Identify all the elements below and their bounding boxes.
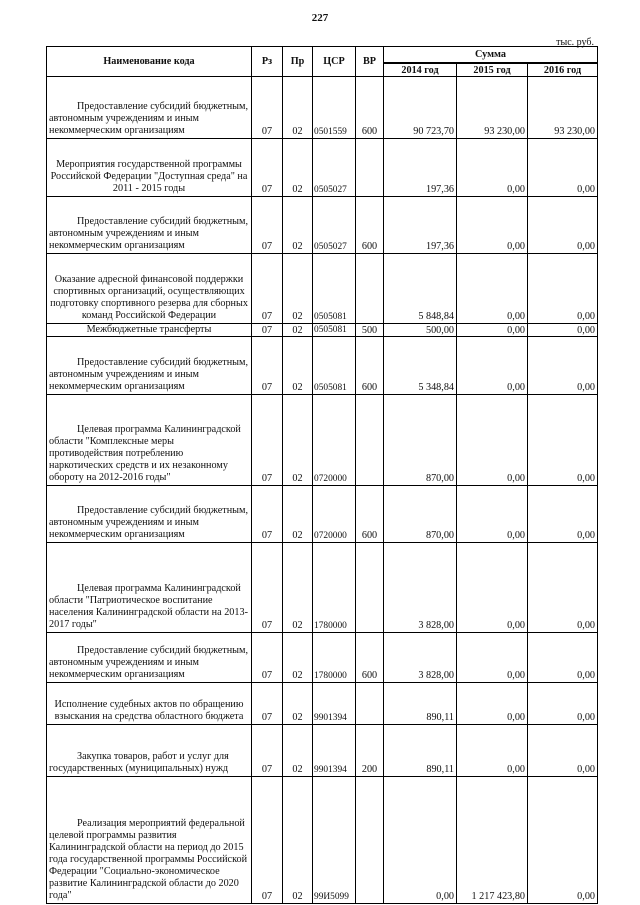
cell-name: Исполнение судебных актов по обращению взыскания на средства областного бюджета (47, 683, 252, 725)
cell-2015: 0,00 (457, 395, 528, 486)
table-row (47, 683, 598, 725)
cell-2014: 870,00 (384, 395, 457, 486)
table-row (47, 486, 598, 543)
cell-2016: 0,00 (528, 543, 598, 633)
cell-vr (356, 777, 384, 904)
cell-vr (356, 254, 384, 324)
cell-2014: 197,36 (384, 139, 457, 197)
cell-csr: 9901394 (313, 683, 356, 725)
cell-rz: 07 (252, 777, 283, 904)
table-row (47, 543, 598, 633)
cell-pr: 02 (283, 725, 313, 777)
cell-rz: 07 (252, 543, 283, 633)
cell-name: Предоставление субсидий бюджетным, автономным учреждениям и иным некоммерческим организациям (47, 77, 252, 139)
cell-2014: 500,00 (384, 324, 457, 337)
cell-rz: 07 (252, 139, 283, 197)
cell-rz: 07 (252, 725, 283, 777)
cell-2014: 5 348,84 (384, 337, 457, 395)
cell-2014: 890,11 (384, 683, 457, 725)
header-rz: Рз (252, 47, 283, 77)
cell-2016: 0,00 (528, 633, 598, 683)
cell-name: Предоставление субсидий бюджетным, автономным учреждениям и иным некоммерческим организациям (47, 197, 252, 254)
cell-2016: 0,00 (528, 197, 598, 254)
header-2015: 2015 год (457, 63, 528, 77)
cell-name: Оказание адресной финансовой поддержки спортивных организаций, осуществляющих подготовку спортивного резерва для сборных команд Российской Федерации (47, 254, 252, 324)
cell-2015: 0,00 (457, 324, 528, 337)
cell-name: Реализация мероприятий федеральной целевой программы развития Калининградской области на период до 2015 года государственной программы Российской Федерации "Социально-экономическое развитие Калининградской области до 2020 года" (47, 777, 252, 904)
cell-vr: 600 (356, 633, 384, 683)
cell-2014: 890,11 (384, 725, 457, 777)
cell-2014: 0,00 (384, 777, 457, 904)
cell-2016: 93 230,00 (528, 77, 598, 139)
cell-vr: 200 (356, 725, 384, 777)
cell-csr: 0505027 (313, 139, 356, 197)
cell-name: Мероприятия государственной программы Российской Федерации "Доступная среда" на 2011 - 2015 годы (47, 139, 252, 197)
cell-2015: 0,00 (457, 254, 528, 324)
cell-csr: 0505081 (313, 254, 356, 324)
cell-csr: 0505081 (313, 337, 356, 395)
cell-name: Закупка товаров, работ и услуг для государственных (муниципальных) нужд (47, 725, 252, 777)
cell-pr: 02 (283, 683, 313, 725)
table-row (47, 777, 598, 904)
cell-vr (356, 139, 384, 197)
cell-2016: 0,00 (528, 254, 598, 324)
cell-pr: 02 (283, 139, 313, 197)
table-row (47, 633, 598, 683)
cell-2016: 0,00 (528, 725, 598, 777)
cell-2015: 0,00 (457, 337, 528, 395)
cell-2015: 0,00 (457, 543, 528, 633)
cell-rz: 07 (252, 254, 283, 324)
table-row (47, 324, 598, 337)
cell-csr: 0505081 (313, 324, 356, 337)
cell-csr: 0505027 (313, 197, 356, 254)
cell-name: Целевая программа Калининградской области "Комплексные меры противодействия потреблению наркотических средств и их незаконному обороту на 2012-2016 годы" (47, 395, 252, 486)
cell-2016: 0,00 (528, 683, 598, 725)
header-csr: ЦСР (313, 47, 356, 77)
cell-2016: 0,00 (528, 486, 598, 543)
cell-2015: 1 217 423,80 (457, 777, 528, 904)
cell-2015: 0,00 (457, 633, 528, 683)
page-number: 227 (311, 12, 329, 24)
cell-2016: 0,00 (528, 337, 598, 395)
table-row (47, 254, 598, 324)
cell-pr: 02 (283, 395, 313, 486)
header-pr: Пр (283, 47, 313, 77)
cell-2015: 0,00 (457, 139, 528, 197)
cell-2014: 3 828,00 (384, 633, 457, 683)
cell-2015: 0,00 (457, 725, 528, 777)
cell-name: Предоставление субсидий бюджетным, автономным учреждениям и иным некоммерческим организациям (47, 337, 252, 395)
header-sum: Сумма (384, 47, 598, 64)
cell-pr: 02 (283, 197, 313, 254)
table-row (47, 197, 598, 254)
cell-pr: 02 (283, 77, 313, 139)
cell-csr: 9901394 (313, 725, 356, 777)
table-row (47, 139, 598, 197)
cell-rz: 07 (252, 395, 283, 486)
cell-2014: 197,36 (384, 197, 457, 254)
table-row (47, 725, 598, 777)
header-name: Наименование кода (47, 47, 252, 77)
cell-vr (356, 683, 384, 725)
cell-name: Целевая программа Калининградской области "Патриотическое воспитание населения Калининградской области на 2013-2017 годы" (47, 543, 252, 633)
cell-rz: 07 (252, 633, 283, 683)
cell-rz: 07 (252, 486, 283, 543)
cell-pr: 02 (283, 324, 313, 337)
cell-2015: 0,00 (457, 486, 528, 543)
cell-name: Межбюджетные трансферты (47, 324, 252, 337)
header-vr: ВР (356, 47, 384, 77)
cell-pr: 02 (283, 337, 313, 395)
header-2014: 2014 год (384, 63, 457, 77)
cell-rz: 07 (252, 324, 283, 337)
cell-name: Предоставление субсидий бюджетным, автономным учреждениям и иным некоммерческим организациям (47, 486, 252, 543)
cell-pr: 02 (283, 486, 313, 543)
cell-vr: 500 (356, 324, 384, 337)
cell-2016: 0,00 (528, 395, 598, 486)
cell-pr: 02 (283, 254, 313, 324)
cell-pr: 02 (283, 543, 313, 633)
cell-2016: 0,00 (528, 139, 598, 197)
cell-vr (356, 395, 384, 486)
cell-vr: 600 (356, 486, 384, 543)
cell-2014: 90 723,70 (384, 77, 457, 139)
cell-csr: 99И5099 (313, 777, 356, 904)
cell-vr: 600 (356, 337, 384, 395)
cell-rz: 07 (252, 683, 283, 725)
cell-2014: 3 828,00 (384, 543, 457, 633)
cell-csr: 1780000 (313, 633, 356, 683)
cell-rz: 07 (252, 197, 283, 254)
cell-2014: 5 848,84 (384, 254, 457, 324)
cell-csr: 0501559 (313, 77, 356, 139)
cell-vr (356, 543, 384, 633)
cell-csr: 0720000 (313, 395, 356, 486)
cell-name: Предоставление субсидий бюджетным, автономным учреждениям и иным некоммерческим организациям (47, 633, 252, 683)
cell-2015: 0,00 (457, 197, 528, 254)
table-row (47, 337, 598, 395)
table-row (47, 395, 598, 486)
cell-rz: 07 (252, 337, 283, 395)
cell-2014: 870,00 (384, 486, 457, 543)
header-2016: 2016 год (528, 63, 598, 77)
cell-vr: 600 (356, 77, 384, 139)
cell-vr: 600 (356, 197, 384, 254)
budget-table (46, 46, 598, 904)
cell-2015: 0,00 (457, 683, 528, 725)
cell-rz: 07 (252, 77, 283, 139)
cell-2016: 0,00 (528, 777, 598, 904)
cell-pr: 02 (283, 777, 313, 904)
cell-pr: 02 (283, 633, 313, 683)
unit-label: тыс. руб. (556, 37, 594, 48)
table-row (47, 77, 598, 139)
cell-2015: 93 230,00 (457, 77, 528, 139)
cell-csr: 1780000 (313, 543, 356, 633)
cell-csr: 0720000 (313, 486, 356, 543)
cell-2016: 0,00 (528, 324, 598, 337)
